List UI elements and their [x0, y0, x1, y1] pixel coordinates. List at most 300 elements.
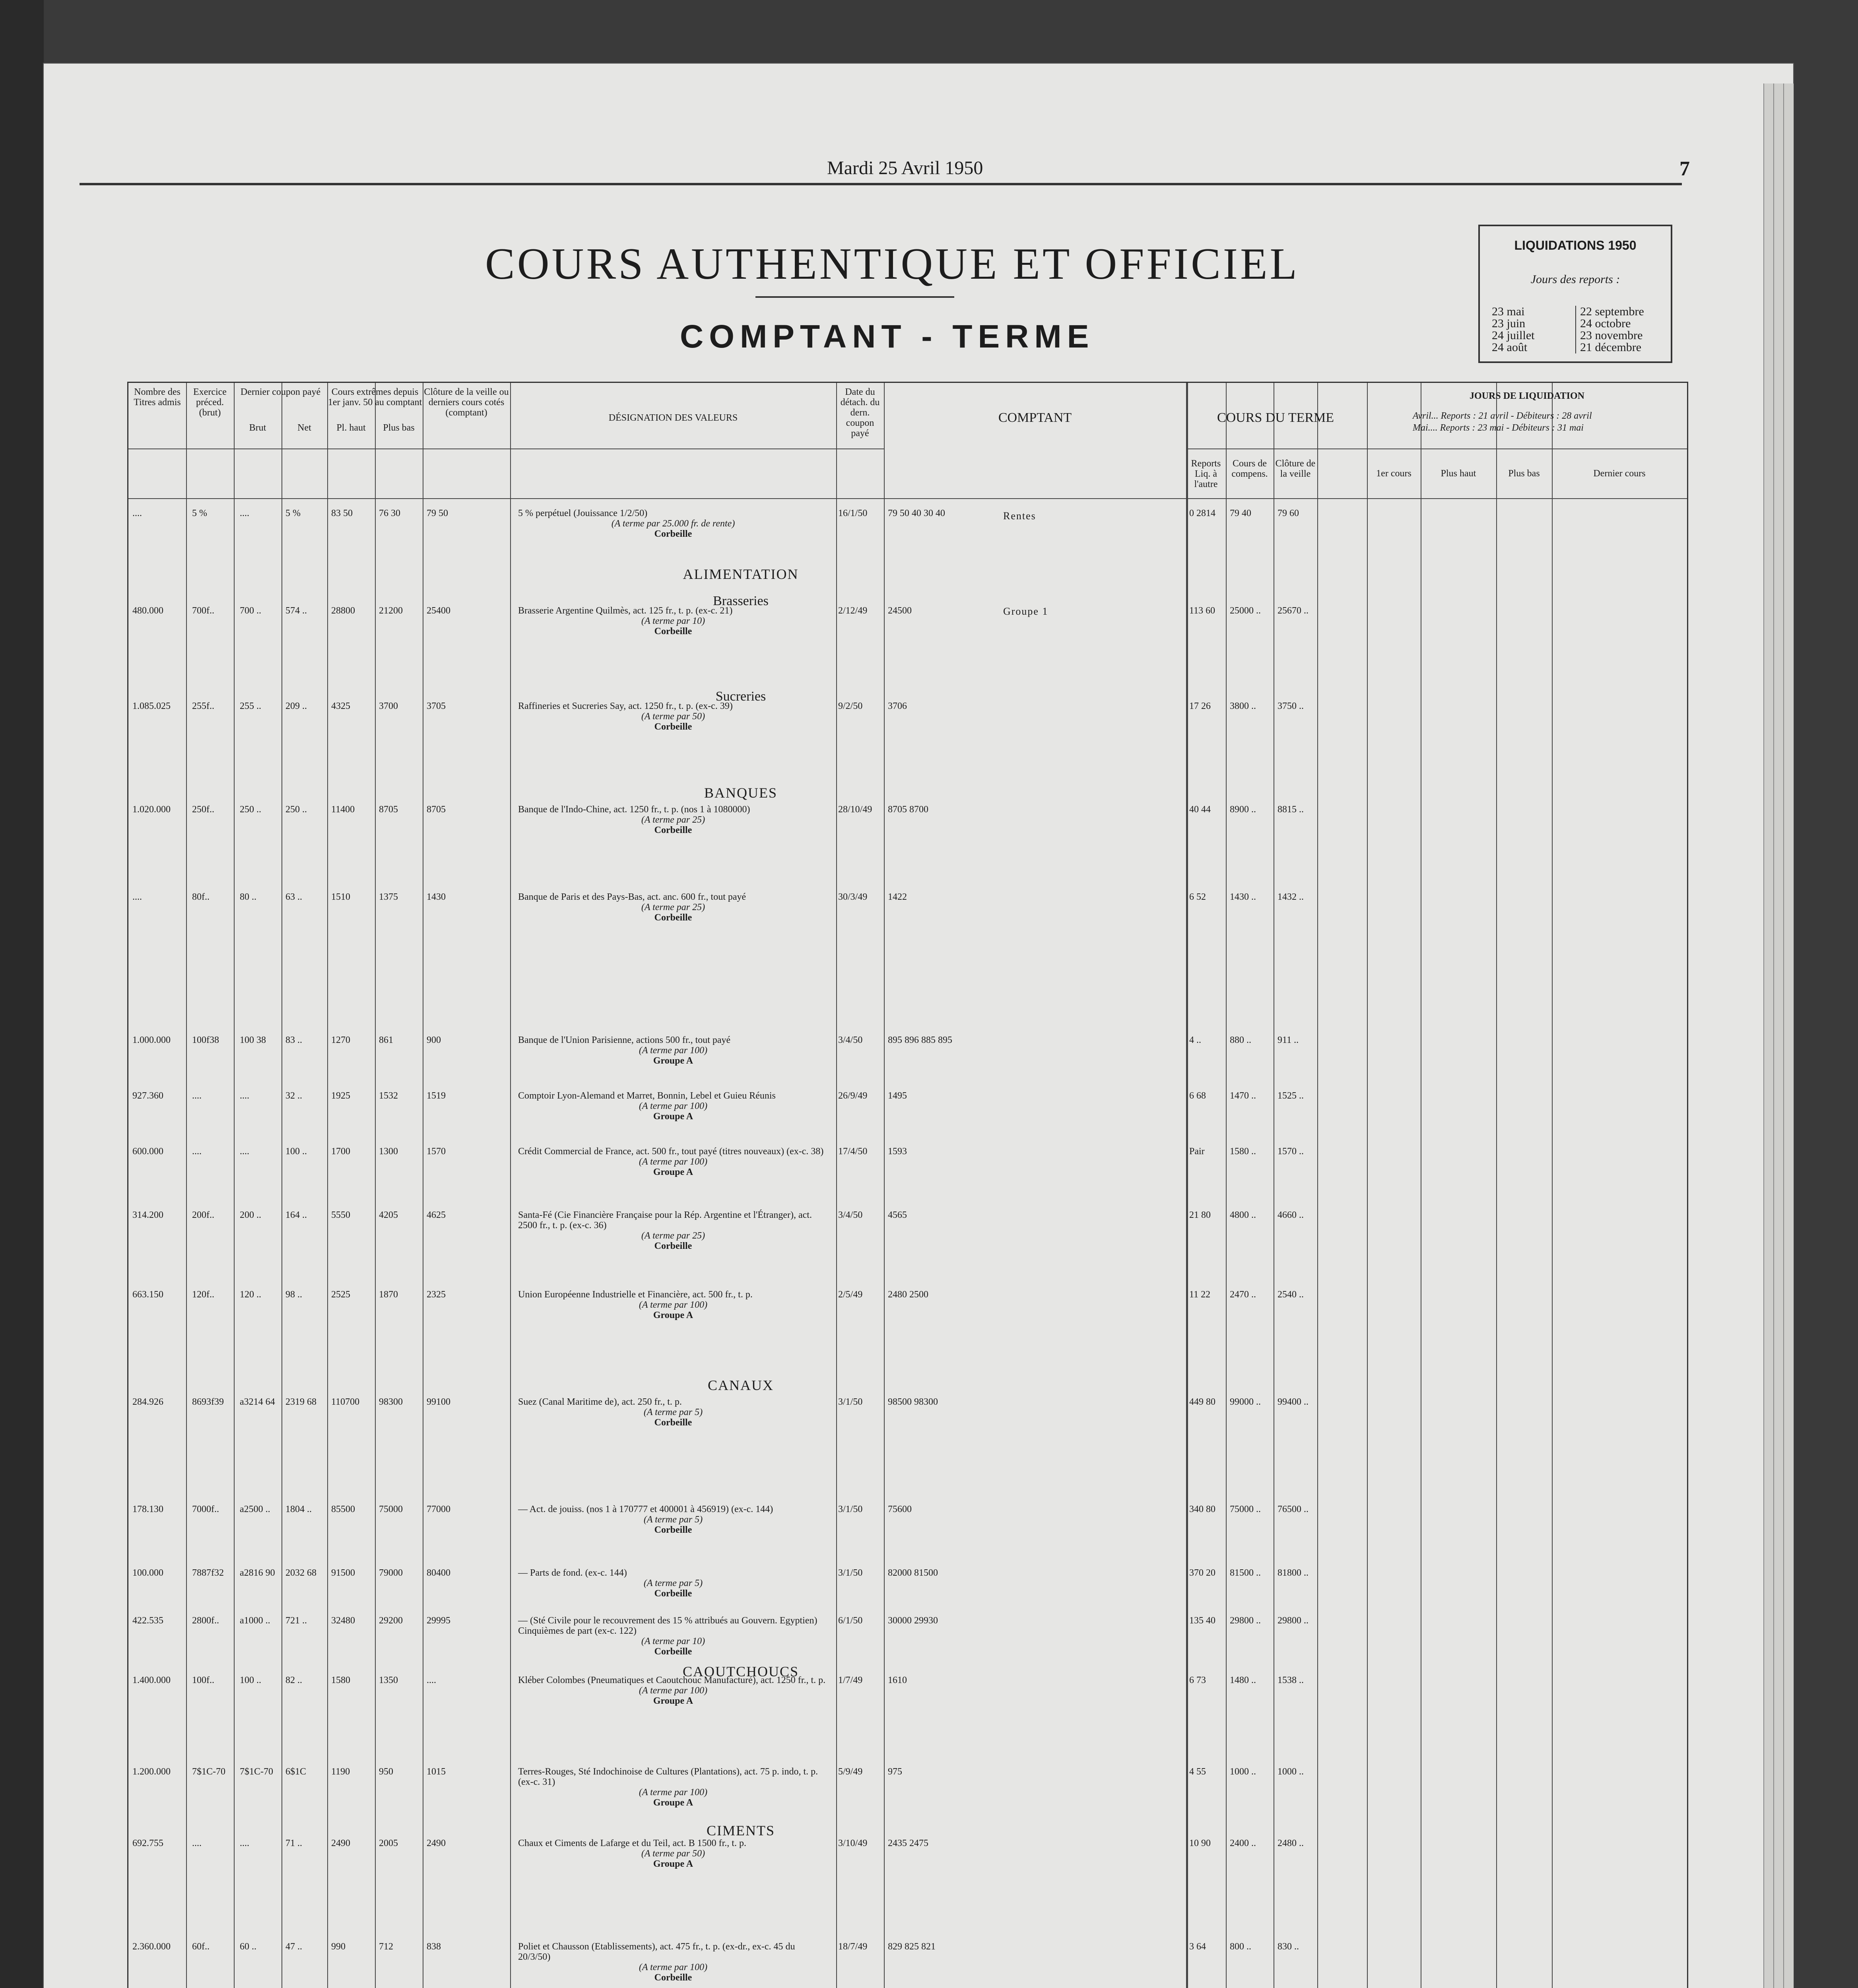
- cell-brut: a2500 ..: [240, 1504, 270, 1514]
- cell-brut: ....: [240, 1838, 249, 1848]
- designation-terme: (A terme par 100): [639, 1787, 708, 1798]
- cell-net: 209 ..: [285, 701, 307, 711]
- cell-veille: 1538 ..: [1277, 1675, 1304, 1685]
- cell-brut: 100 38: [240, 1035, 266, 1045]
- designation-terme: (A terme par 100): [639, 1300, 708, 1310]
- cell-date: 26/9/49: [838, 1091, 868, 1101]
- cell-net: 63 ..: [285, 892, 302, 902]
- designation-text: Banque de l'Indo-Chine, act. 1250 fr., t. p. (nos 1 à 1080000): [518, 804, 750, 815]
- cell-exercice: 200f..: [192, 1210, 214, 1220]
- cell-date: 6/1/50: [838, 1615, 863, 1626]
- cell-net: 1804 ..: [285, 1504, 312, 1514]
- cell-nombre: 480.000: [132, 606, 163, 616]
- header-rule: [128, 498, 1687, 499]
- cell-cloture: ....: [427, 1675, 436, 1685]
- page-header: [80, 157, 1690, 181]
- cell-bas: 861: [379, 1035, 393, 1045]
- cell-reports: 6 73: [1189, 1675, 1206, 1685]
- designation-terme: (A terme par 25): [641, 902, 705, 912]
- cell-designation: [518, 1568, 828, 1599]
- cell-net: 250 ..: [285, 804, 307, 815]
- cell-haut: 1700: [331, 1146, 350, 1157]
- cell-date: 1/7/49: [838, 1675, 863, 1685]
- cell-exercice: 100f..: [192, 1675, 214, 1685]
- cell-date: 9/2/50: [838, 701, 863, 711]
- col-rule: [1496, 383, 1497, 1988]
- cell-compens: 1480 ..: [1230, 1675, 1256, 1685]
- cell-designation: [518, 892, 828, 923]
- page-number: 7: [1679, 157, 1690, 180]
- designation-groupe: Groupe A: [653, 1167, 693, 1177]
- cell-comptant: 3706: [888, 701, 907, 711]
- col-rule: [1226, 383, 1227, 1988]
- cell-bas: 712: [379, 1941, 393, 1952]
- cell-haut: 2490: [331, 1838, 350, 1848]
- cell-bas: 950: [379, 1767, 393, 1777]
- cell-date: 16/1/50: [838, 508, 868, 518]
- cell-cloture: 77000: [427, 1504, 450, 1514]
- designation-groupe: Corbeille: [654, 626, 692, 637]
- designation-terme: (A terme par 100): [639, 1101, 708, 1111]
- liquidations-box: [1478, 225, 1672, 363]
- cell-net: 721 ..: [285, 1615, 307, 1626]
- col-plus-bas: Plus bas: [383, 423, 415, 433]
- cell-exercice: 7000f..: [192, 1504, 219, 1514]
- cell-comptant: 2480 2500: [888, 1289, 928, 1300]
- col-rule: [1367, 383, 1368, 1988]
- cell-reports: 449 80: [1189, 1397, 1215, 1407]
- cell-haut: 83 50: [331, 508, 353, 518]
- cell-reports: 10 90: [1189, 1838, 1211, 1848]
- cell-compens: 79 40: [1230, 508, 1251, 518]
- cell-brut: a3214 64: [240, 1397, 275, 1407]
- cell-net: 71 ..: [285, 1838, 302, 1848]
- cell-cloture: 3705: [427, 701, 446, 711]
- col-pl-haut: Pl. haut: [336, 423, 366, 433]
- designation-text: Poliet et Chausson (Etablissements), act. 475 fr., t. p. (ex-dr., ex-c. 45 du 20/3/50): [518, 1941, 795, 1962]
- cell-date: 30/3/49: [838, 892, 868, 902]
- cell-reports: 340 80: [1189, 1504, 1215, 1514]
- cell-bas: 1532: [379, 1091, 398, 1101]
- cell-comptant: 1422: [888, 892, 907, 902]
- cell-brut: 120 ..: [240, 1289, 261, 1300]
- cell-designation: [518, 1035, 828, 1066]
- section-brasseries: Brasseries: [713, 594, 769, 608]
- cell-net: 6$1C: [285, 1767, 307, 1777]
- cell-designation: [518, 1615, 828, 1657]
- designation-terme: (A terme par 100): [639, 1157, 708, 1167]
- col-rule: [1317, 383, 1318, 1988]
- cell-compens: 29800 ..: [1230, 1615, 1261, 1626]
- designation-groupe: Corbeille: [654, 1241, 692, 1251]
- designation-groupe: Corbeille: [654, 825, 692, 835]
- cell-veille: 29800 ..: [1277, 1615, 1309, 1626]
- col-cours-compens: Cours de compens.: [1231, 458, 1268, 479]
- cell-veille: 3750 ..: [1277, 701, 1304, 711]
- liquidations-title: LIQUIDATIONS 1950: [1514, 238, 1637, 252]
- cell-nombre: 1.400.000: [132, 1675, 171, 1685]
- col-reports: Reports Liq. à l'autre: [1191, 458, 1221, 489]
- cell-haut: 110700: [331, 1397, 360, 1407]
- cell-exercice: 100f38: [192, 1035, 219, 1045]
- page-title: COURS AUTHENTIQUE ET OFFICIEL: [485, 239, 1299, 289]
- cell-designation: [518, 1504, 828, 1535]
- header-date: Mardi 25 Avril 1950: [827, 157, 983, 179]
- col-rule: [327, 383, 328, 1988]
- cell-bas: 1300: [379, 1146, 398, 1157]
- cell-compens: 4800 ..: [1230, 1210, 1256, 1220]
- cell-net: 32 ..: [285, 1091, 302, 1101]
- designation-text: 5 % perpétuel (Jouissance 1/2/50): [518, 508, 648, 518]
- designation-groupe: Corbeille: [654, 1646, 692, 1657]
- cell-date: 3/4/50: [838, 1035, 863, 1045]
- designation-text: — (Sté Civile pour le recouvrement des 15 % attribués au Gouvern. Egyptien) Cinquièmes de part (ex-c. 122): [518, 1615, 817, 1636]
- cell-bas: 21200: [379, 606, 403, 616]
- title-divider: [755, 296, 954, 298]
- cell-reports: 6 68: [1189, 1091, 1206, 1101]
- cell-date: 2/5/49: [838, 1289, 863, 1300]
- cell-date: 18/7/49: [838, 1941, 868, 1952]
- cell-comptant: 8705 8700: [888, 804, 928, 815]
- cell-net: 5 %: [285, 508, 301, 518]
- cell-exercice: ....: [192, 1146, 202, 1157]
- cell-bas: 98300: [379, 1397, 403, 1407]
- cell-cloture: 80400: [427, 1568, 450, 1578]
- cell-net: 2032 68: [285, 1568, 316, 1578]
- cell-designation: [518, 606, 828, 637]
- col-rule: [1186, 383, 1188, 1988]
- cell-net: 47 ..: [285, 1941, 302, 1952]
- col-designation: DÉSIGNATION DES VALEURS: [608, 413, 738, 423]
- designation-text: Raffineries et Sucreries Say, act. 1250 fr., t. p. (ex-c. 39): [518, 701, 733, 711]
- cell-nombre: 178.130: [132, 1504, 163, 1514]
- cell-brut: ....: [240, 1091, 249, 1101]
- col-rule: [1552, 383, 1553, 1988]
- designation-groupe: Corbeille: [654, 1417, 692, 1428]
- book-binding: [0, 0, 44, 1988]
- cell-reports: 4 ..: [1189, 1035, 1201, 1045]
- liquidations-subtitle: Jours des reports :: [1530, 273, 1620, 286]
- section-sucreries: Sucreries: [715, 689, 766, 704]
- cell-designation: [518, 508, 828, 539]
- cell-haut: 32480: [331, 1615, 355, 1626]
- cell-cloture: 838: [427, 1941, 441, 1952]
- cell-reports: 0 2814: [1189, 508, 1215, 518]
- header-rule: [80, 183, 1682, 185]
- header-rule: [1186, 448, 1687, 449]
- quotes-table: [127, 382, 1688, 1988]
- cell-bas: 2005: [379, 1838, 398, 1848]
- cell-reports: 113 60: [1189, 606, 1215, 616]
- cell-reports: 21 80: [1189, 1210, 1211, 1220]
- cell-bas: 1870: [379, 1289, 398, 1300]
- col-rule: [234, 383, 235, 1988]
- cell-comptant: 1610: [888, 1675, 907, 1685]
- page-subtitle: COMPTANT - TERME: [680, 318, 1095, 355]
- cell-comptant: 98500 98300: [888, 1397, 938, 1407]
- designation-groupe: Corbeille: [654, 1525, 692, 1535]
- cell-designation: [518, 1091, 828, 1122]
- section-banques: BANQUES: [704, 785, 777, 801]
- cell-brut: 7$1C-70: [240, 1767, 273, 1777]
- cell-comptant: 2435 2475: [888, 1838, 928, 1848]
- cell-brut: 80 ..: [240, 892, 256, 902]
- col-cloture-veille: Clôture de la veille: [1275, 458, 1316, 479]
- cell-haut: 1510: [331, 892, 350, 902]
- cell-veille: 25670 ..: [1277, 606, 1309, 616]
- designation-groupe: Groupe A: [653, 1798, 693, 1808]
- cell-date: 17/4/50: [838, 1146, 868, 1157]
- cell-cloture: 1430: [427, 892, 446, 902]
- cell-exercice: ....: [192, 1838, 202, 1848]
- cell-brut: a2816 90: [240, 1568, 275, 1578]
- designation-groupe: Groupe A: [653, 1111, 693, 1122]
- cell-haut: 91500: [331, 1568, 355, 1578]
- cell-net: 164 ..: [285, 1210, 307, 1220]
- cell-brut: 200 ..: [240, 1210, 261, 1220]
- cell-comptant: 30000 29930: [888, 1615, 938, 1626]
- cell-haut: 1270: [331, 1035, 350, 1045]
- cell-bas: 75000: [379, 1504, 403, 1514]
- col-brut: Brut: [249, 423, 266, 433]
- cell-compens: 2400 ..: [1230, 1838, 1256, 1848]
- cell-veille: 8815 ..: [1277, 804, 1304, 815]
- col-rule: [186, 383, 187, 1988]
- cell-reports: 6 52: [1189, 892, 1206, 902]
- designation-terme: (A terme par 100): [639, 1045, 708, 1056]
- cell-bas: 8705: [379, 804, 398, 815]
- cell-bas: 1350: [379, 1675, 398, 1685]
- cell-comptant: 975: [888, 1767, 902, 1777]
- col-premier-cours: 1er cours: [1376, 468, 1411, 479]
- cell-compens: 1000 ..: [1230, 1767, 1256, 1777]
- cell-veille: 1000 ..: [1277, 1767, 1304, 1777]
- designation-terme: (A terme par 10): [641, 616, 705, 626]
- designation-groupe: Groupe A: [653, 1056, 693, 1066]
- cell-haut: 28800: [331, 606, 355, 616]
- cell-bas: 4205: [379, 1210, 398, 1220]
- cell-cloture: 1570: [427, 1146, 446, 1157]
- cell-veille: 1525 ..: [1277, 1091, 1304, 1101]
- cell-reports: 3 64: [1189, 1941, 1206, 1952]
- designation-text: Brasserie Argentine Quilmès, act. 125 fr., t. p. (ex-c. 21): [518, 606, 733, 616]
- cell-reports: 11 22: [1189, 1289, 1211, 1300]
- designation-groupe: Groupe A: [653, 1859, 693, 1869]
- cell-exercice: 255f..: [192, 701, 214, 711]
- designation-text: — Parts de fond. (ex-c. 144): [518, 1568, 627, 1578]
- designation-groupe: Groupe A: [653, 1696, 693, 1706]
- designation-terme: (A terme par 100): [639, 1685, 708, 1696]
- liquidations-col2: 22 septembre 24 octobre 23 novembre 21 décembre: [1575, 306, 1644, 353]
- cell-nombre: ....: [132, 892, 142, 902]
- cell-exercice: 8693f39: [192, 1397, 224, 1407]
- designation-groupe: Corbeille: [654, 722, 692, 732]
- page-edge: [1783, 83, 1794, 1988]
- cell-designation: [518, 701, 828, 732]
- cell-nombre: 1.085.025: [132, 701, 171, 711]
- col-rule: [510, 383, 511, 1988]
- cell-designation: [518, 1767, 828, 1808]
- cell-nombre: 1.020.000: [132, 804, 171, 815]
- cell-net: 574 ..: [285, 606, 307, 616]
- cell-cloture: 1519: [427, 1091, 446, 1101]
- cell-brut: ....: [240, 1146, 249, 1157]
- cell-comptant: 4565: [888, 1210, 907, 1220]
- col-cours-terme: COURS DU TERME: [1217, 410, 1334, 425]
- cell-nombre: 2.360.000: [132, 1941, 171, 1952]
- designation-terme: (A terme par 5): [643, 1514, 703, 1525]
- cell-bas: 29200: [379, 1615, 403, 1626]
- col-plus-haut: Plus haut: [1441, 468, 1476, 479]
- section-alimentation: ALIMENTATION: [683, 566, 799, 582]
- cell-haut: 1190: [331, 1767, 350, 1777]
- cell-veille: 81800 ..: [1277, 1568, 1309, 1578]
- col-date-detach: Date du détach. du dern. coupon payé: [840, 387, 880, 439]
- col-rule: [375, 383, 376, 1988]
- designation-text: Union Européenne Industrielle et Financière, act. 500 fr., t. p.: [518, 1289, 753, 1300]
- cell-veille: 79 60: [1277, 508, 1299, 518]
- col-rule: [836, 383, 837, 1988]
- cell-cloture: 25400: [427, 606, 450, 616]
- cell-haut: 1580: [331, 1675, 350, 1685]
- col-plus-bas-terme: Plus bas: [1508, 468, 1540, 479]
- cell-nombre: 692.755: [132, 1838, 163, 1848]
- cell-nombre: 1.200.000: [132, 1767, 171, 1777]
- cell-date: 3/10/49: [838, 1838, 868, 1848]
- liquidations-col1: 23 mai 23 juin 24 juillet 24 août: [1492, 305, 1535, 354]
- cell-designation: [518, 804, 828, 835]
- cell-exercice: 5 %: [192, 508, 207, 518]
- designation-terme: (A terme par 25): [641, 1231, 705, 1241]
- cell-haut: 85500: [331, 1504, 355, 1514]
- cell-cloture: 2490: [427, 1838, 446, 1848]
- col-jours-liquidation: JOURS DE LIQUIDATION: [1470, 391, 1584, 401]
- cell-nombre: 663.150: [132, 1289, 163, 1300]
- designation-text: Crédit Commercial de France, act. 500 fr., tout payé (titres nouveaux) (ex-c. 38): [518, 1146, 824, 1157]
- col-dernier-coupon: Dernier coupon payé: [240, 387, 321, 397]
- cell-date: 3/1/50: [838, 1397, 863, 1407]
- cell-brut: a1000 ..: [240, 1615, 270, 1626]
- cell-reports: 17 26: [1189, 701, 1211, 711]
- cell-haut: 1925: [331, 1091, 350, 1101]
- cell-designation: [518, 1210, 828, 1251]
- col-cours-extremes: Cours extrêmes depuis 1er janv. 50 au comptant: [328, 387, 422, 408]
- cell-net: 100 ..: [285, 1146, 307, 1157]
- cell-comptant: 82000 81500: [888, 1568, 938, 1578]
- designation-text: Santa-Fé (Cie Financière Française pour la Rép. Argentine et l'Étranger), act. 2500 fr., t. p. (ex-c. 36): [518, 1210, 812, 1231]
- cell-nombre: 927.360: [132, 1091, 163, 1101]
- cell-veille: 830 ..: [1277, 1941, 1299, 1952]
- cell-cloture: 900: [427, 1035, 441, 1045]
- cell-exercice: 60f..: [192, 1941, 210, 1952]
- cell-comptant: 895 896 885 895: [888, 1035, 952, 1045]
- cell-date: 5/9/49: [838, 1767, 863, 1777]
- cell-nombre: 314.200: [132, 1210, 163, 1220]
- cell-compens: 1430 ..: [1230, 892, 1256, 902]
- designation-terme: (A terme par 100): [639, 1962, 708, 1972]
- section-caoutchoucs: CAOUTCHOUCS: [682, 1664, 799, 1679]
- liq-mai: Mai.... Reports : 23 mai - Débiteurs : 31 mai: [1413, 423, 1584, 433]
- cell-exercice: 2800f..: [192, 1615, 219, 1626]
- cell-cloture: 2325: [427, 1289, 446, 1300]
- cell-exercice: 250f..: [192, 804, 214, 815]
- cell-haut: 5550: [331, 1210, 350, 1220]
- col-cloture: Clôture de la veille ou derniers cours cotés (comptant): [424, 387, 509, 418]
- cell-designation: [518, 1675, 828, 1706]
- cell-compens: 99000 ..: [1230, 1397, 1261, 1407]
- header-rule: [128, 448, 884, 449]
- designation-groupe: Corbeille: [654, 1972, 692, 1983]
- col-comptant: COMPTANT: [998, 410, 1072, 425]
- cell-brut: 255 ..: [240, 701, 261, 711]
- col-rule: [884, 383, 885, 1988]
- cell-designation: [518, 1941, 828, 1983]
- designation-terme: (A terme par 10): [641, 1636, 705, 1646]
- designation-text: Chaux et Ciments de Lafarge et du Teil, act. B 1500 fr., t. p.: [518, 1838, 746, 1848]
- cell-compens: 3800 ..: [1230, 701, 1256, 711]
- designation-text: Kléber Colombes (Pneumatiques et Caoutchouc Manufacturé), act. 1250 fr., t. p.: [518, 1675, 826, 1685]
- cell-comptant: 829 825 821: [888, 1941, 936, 1952]
- cell-nombre: 100.000: [132, 1568, 163, 1578]
- col-net: Net: [297, 423, 311, 433]
- cell-compens: 8900 ..: [1230, 804, 1256, 815]
- cell-exercice: 7887f32: [192, 1568, 224, 1578]
- cell-haut: 990: [331, 1941, 346, 1952]
- cell-date: 2/12/49: [838, 606, 868, 616]
- designation-terme: (A terme par 5): [643, 1407, 703, 1417]
- cell-compens: 75000 ..: [1230, 1504, 1261, 1514]
- cell-net: 83 ..: [285, 1035, 302, 1045]
- cell-nombre: 1.000.000: [132, 1035, 171, 1045]
- section-ciments: CIMENTS: [706, 1823, 775, 1839]
- cell-comptant: 79 50 40 30 40: [888, 508, 945, 518]
- cell-compens: 81500 ..: [1230, 1568, 1261, 1578]
- cell-cloture: 99100: [427, 1397, 450, 1407]
- designation-groupe: Corbeille: [654, 1588, 692, 1599]
- designation-groupe: Corbeille: [654, 529, 692, 539]
- designation-groupe: Corbeille: [654, 912, 692, 923]
- cell-veille: 1432 ..: [1277, 892, 1304, 902]
- cell-date: 3/1/50: [838, 1568, 863, 1578]
- cell-exercice: 80f..: [192, 892, 210, 902]
- cell-compens: 1470 ..: [1230, 1091, 1256, 1101]
- cell-compens: 880 ..: [1230, 1035, 1251, 1045]
- designation-text: Banque de l'Union Parisienne, actions 500 fr., tout payé: [518, 1035, 731, 1045]
- cell-comptant: 75600: [888, 1504, 912, 1514]
- cell-veille: 4660 ..: [1277, 1210, 1304, 1220]
- designation-terme: (A terme par 25.000 fr. de rente): [611, 518, 735, 529]
- cell-compens: 25000 ..: [1230, 606, 1261, 616]
- cell-exercice: 700f..: [192, 606, 214, 616]
- col-nombre: Nombre des Titres admis: [134, 387, 181, 408]
- cell-compens: 1580 ..: [1230, 1146, 1256, 1157]
- designation-terme: (A terme par 5): [643, 1578, 703, 1588]
- designation-groupe: Groupe A: [653, 1310, 693, 1320]
- cell-haut: 2525: [331, 1289, 350, 1300]
- page-edge: [1763, 83, 1774, 1988]
- cell-reports: 370 20: [1189, 1568, 1215, 1578]
- cell-net: 98 ..: [285, 1289, 302, 1300]
- cell-cloture: 1015: [427, 1767, 446, 1777]
- cell-date: 3/4/50: [838, 1210, 863, 1220]
- cell-nombre: 284.926: [132, 1397, 163, 1407]
- cell-comptant: 1593: [888, 1146, 907, 1157]
- cell-compens: 2470 ..: [1230, 1289, 1256, 1300]
- cell-veille: 76500 ..: [1277, 1504, 1309, 1514]
- cell-haut: 4325: [331, 701, 350, 711]
- cell-brut: 60 ..: [240, 1941, 256, 1952]
- page-edge: [1773, 83, 1784, 1988]
